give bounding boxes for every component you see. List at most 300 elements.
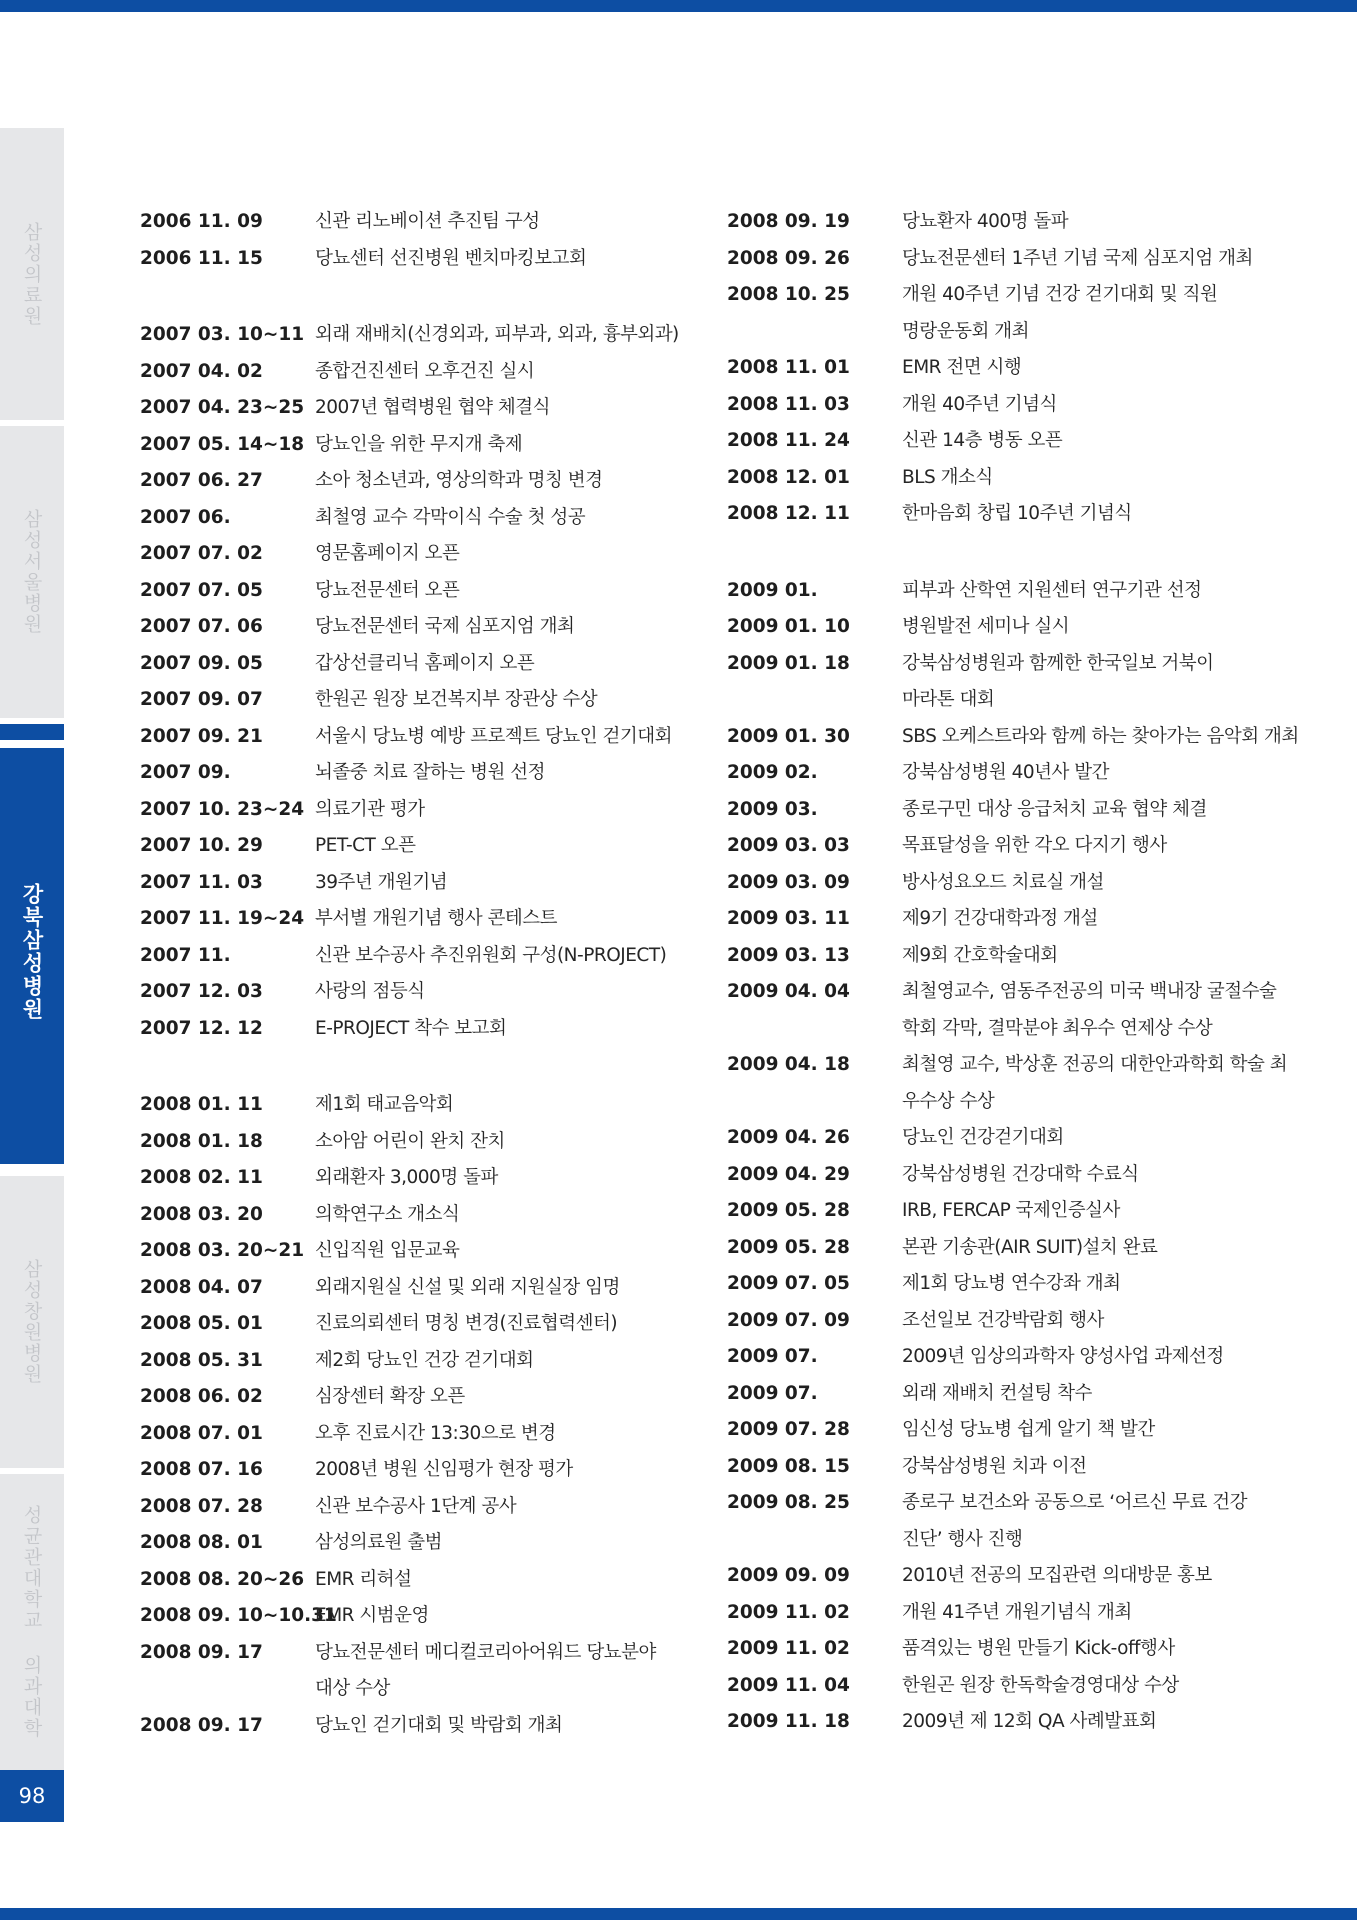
entry-date: 2008 09. 26 [727, 247, 850, 269]
timeline-entry [140, 1416, 700, 1453]
timeline-entry [140, 1489, 700, 1526]
entry-description-line: 당뇨환자 400명 돌파 [902, 211, 1069, 232]
entry-date: 2008 07. 16 [140, 1459, 263, 1480]
timeline-entry [727, 1047, 1312, 1120]
timeline-entry [727, 755, 1312, 792]
timeline-entry [140, 646, 700, 683]
entry-description-line: EMR 시범운영 [315, 1605, 429, 1626]
entry-description [315, 1635, 700, 1708]
entry-description [902, 423, 1312, 460]
timeline-entry [727, 241, 1312, 278]
entry-description [902, 1376, 1312, 1413]
timeline-entry [140, 1379, 700, 1416]
entry-description [315, 646, 700, 683]
entry-date: 2006 11. 09 [140, 211, 263, 232]
timeline-entry [727, 423, 1312, 460]
entry-description [902, 901, 1312, 938]
entry-description [315, 204, 700, 241]
active-tab-stripe [0, 1148, 64, 1164]
entry-date: 2009 03. 11 [727, 908, 850, 929]
entry-date: 2008 02. 11 [140, 1167, 263, 1188]
entry-date: 2008 11. 01 [727, 357, 850, 378]
entry-description-line: 개원 40주년 기념 건강 걷기대회 및 직원 [902, 284, 1218, 305]
entry-description [902, 1047, 1312, 1120]
entry-description-line: 뇌졸중 치료 잘하는 병원 선정 [315, 762, 545, 783]
timeline-column-right [727, 204, 1312, 1741]
side-tab-samsung-medical-center[interactable] [0, 128, 64, 420]
entry-description-line: 개원 40주년 기념식 [902, 393, 1057, 415]
entry-description [315, 865, 700, 902]
entry-date: 2007 07. 05 [140, 579, 263, 601]
top-accent-bar [0, 0, 1357, 12]
entry-description-line: 명랑운동회 개최 [902, 320, 1029, 342]
timeline-entry [727, 1631, 1312, 1668]
entry-date: 2007 07. 06 [140, 616, 263, 637]
timeline-entry [727, 1303, 1312, 1340]
entry-date: 2007 05. 14~18 [140, 433, 305, 455]
entry-date: 2007 09. 05 [140, 652, 263, 674]
entry-date: 2007 11. 19~24 [140, 908, 305, 929]
entry-description [902, 1120, 1312, 1157]
entry-date: 2007 12. 03 [140, 981, 263, 1002]
timeline-entry [140, 1087, 700, 1124]
entry-description [315, 1379, 700, 1416]
entry-date: 2007 09. [140, 762, 231, 783]
entry-date: 2008 05. 31 [140, 1349, 263, 1371]
timeline-entry [727, 204, 1312, 241]
section-gap [727, 533, 1312, 573]
entry-description [902, 496, 1312, 533]
timeline-entry [140, 755, 700, 792]
entry-description [902, 387, 1312, 424]
entry-description-line: 외래 재배치 컨설팅 착수 [902, 1382, 1092, 1404]
entry-description-line: 삼성의료원 출범 [315, 1532, 442, 1553]
timeline-entry [140, 828, 700, 865]
entry-date: 2008 03. 20~21 [140, 1240, 305, 1261]
entry-date: 2009 07. 09 [727, 1309, 850, 1331]
entry-description [315, 1562, 700, 1599]
timeline-entry [727, 865, 1312, 902]
entry-description [902, 241, 1312, 278]
timeline-entry [140, 1011, 700, 1048]
entry-date: 2009 08. 25 [727, 1492, 850, 1513]
entry-date: 2008 12. 11 [727, 503, 850, 524]
entry-date: 2009 01. 18 [727, 652, 850, 674]
entry-description [902, 1704, 1312, 1741]
timeline-entry [140, 719, 700, 756]
bottom-accent-bar [0, 1908, 1357, 1920]
entry-description-line: 종로구민 대상 응급처치 교육 협약 체결 [902, 798, 1207, 820]
entry-date: 2007 11. 03 [140, 871, 263, 893]
entry-description-line: 당뇨인 걷기대회 및 박람회 개최 [315, 1714, 563, 1736]
entry-description-line: 신관 14층 병동 오픈 [902, 430, 1063, 451]
entry-description [902, 204, 1312, 241]
entry-description [315, 1124, 700, 1161]
timeline-entry [140, 865, 700, 902]
entry-date: 2009 01. [727, 579, 818, 601]
entry-description-line: 최철영 교수 각막이식 수술 첫 성공 [315, 506, 586, 528]
entry-description [902, 1412, 1312, 1449]
entry-description [315, 1011, 700, 1048]
timeline-entry [727, 1193, 1312, 1230]
entry-date: 2009 11. 02 [727, 1638, 850, 1659]
entry-date: 2007 04. 23~25 [140, 397, 305, 418]
entry-description [315, 1197, 700, 1234]
timeline-entry [727, 387, 1312, 424]
entry-description [902, 1558, 1312, 1595]
entry-description-line: 당뇨전문센터 오픈 [315, 579, 460, 601]
timeline-entry [727, 1412, 1312, 1449]
active-tab-stripe [0, 724, 64, 740]
entry-date: 2009 01. 30 [727, 725, 850, 747]
timeline-entry [140, 354, 700, 391]
entry-description-line: 2008년 병원 신임평가 현장 평가 [315, 1459, 573, 1480]
entry-date: 2008 03. 20 [140, 1203, 263, 1225]
entry-date: 2007 10. 23~24 [140, 798, 305, 820]
entry-description [902, 1449, 1312, 1486]
timeline-entry [140, 1306, 700, 1343]
entry-description-line: 강북삼성병원 40년사 발간 [902, 762, 1110, 783]
entry-date: 2007 12. 12 [140, 1017, 263, 1039]
timeline-entry [727, 792, 1312, 829]
entry-description [902, 1266, 1312, 1303]
entry-date: 2009 03. 03 [727, 835, 850, 856]
entry-description-line: 2010년 전공의 모집관련 의대방문 홍보 [902, 1565, 1212, 1586]
entry-description [315, 1087, 700, 1124]
entry-description [315, 573, 700, 610]
entry-description-line: 사랑의 점등식 [315, 981, 425, 1002]
entry-date: 2008 10. 25 [727, 284, 850, 305]
entry-description [902, 719, 1312, 756]
entry-description [315, 1233, 700, 1270]
entry-description [902, 828, 1312, 865]
entry-description-line: 영문홈페이지 오픈 [315, 543, 460, 564]
timeline-entry [140, 609, 700, 646]
timeline-entry [140, 1525, 700, 1562]
timeline-entry [727, 828, 1312, 865]
timeline-entry [727, 1668, 1312, 1705]
entry-date: 2007 09. 07 [140, 689, 263, 710]
timeline-entry [727, 277, 1312, 350]
entry-description [315, 1343, 700, 1380]
entry-date: 2008 12. 01 [727, 466, 850, 488]
entry-description-line: 종로구 보건소와 공동으로 ‘어르신 무료 건강 [902, 1492, 1247, 1513]
entry-date: 2008 09. 10~10.31 [140, 1605, 337, 1626]
entry-date: 2009 11. 02 [727, 1601, 850, 1623]
side-tab-label: 성균관대학교 의과대학 [20, 1505, 43, 1739]
entry-description-line: 서울시 당뇨병 예방 프로젝트 당뇨인 걷기대회 [315, 725, 672, 747]
entry-description [902, 1303, 1312, 1340]
entry-date: 2009 04. 04 [727, 981, 850, 1002]
entry-description-line: 당뇨센터 선진병원 벤치마킹보고회 [315, 247, 587, 269]
timeline-entry [140, 390, 700, 427]
timeline-entry [140, 317, 700, 354]
entry-description [315, 682, 700, 719]
entry-date: 2008 08. 01 [140, 1532, 263, 1553]
entry-date: 2008 01. 18 [140, 1130, 263, 1152]
entry-description-line: 방사성요오드 치료실 개설 [902, 871, 1104, 893]
timeline-entry [727, 646, 1312, 719]
section-gap [140, 1047, 700, 1087]
entry-description-line: 2007년 협력병원 협약 체결식 [315, 397, 550, 418]
entry-description-line: 갑상선클리닉 홈페이지 오픈 [315, 652, 535, 674]
timeline-entry [140, 1562, 700, 1599]
entry-date: 2007 11. [140, 944, 231, 966]
entry-description [902, 865, 1312, 902]
entry-description-line: 당뇨전문센터 1주년 기념 국제 심포지엄 개최 [902, 247, 1253, 269]
entry-description [315, 241, 700, 278]
entry-description-line: 학회 각막, 결막분야 최우수 연제상 수상 [902, 1017, 1213, 1039]
timeline-entry [727, 1230, 1312, 1267]
entry-date: 2009 07. 28 [727, 1419, 850, 1440]
entry-date: 2007 03. 10~11 [140, 324, 305, 345]
timeline-entry [727, 1485, 1312, 1558]
entry-description [315, 1160, 700, 1197]
timeline-entry [140, 901, 700, 938]
entry-description-line: 우수상 수상 [902, 1090, 995, 1112]
entry-description-line: 외래지원실 신설 및 외래 지원실장 임명 [315, 1276, 620, 1298]
side-tab-label: 삼성창원병원 [20, 1259, 43, 1385]
entry-description [902, 1157, 1312, 1194]
entry-date: 2009 11. 04 [727, 1674, 850, 1696]
entry-date: 2007 07. 02 [140, 543, 263, 564]
timeline-entry [727, 1376, 1312, 1413]
entry-description [315, 792, 700, 829]
entry-description [902, 1485, 1312, 1558]
timeline-entry [140, 1343, 700, 1380]
entry-description-line: 신관 리노베이션 추진팀 구성 [315, 211, 540, 232]
entry-description [315, 755, 700, 792]
entry-description [315, 1489, 700, 1526]
entry-description-line: 제1회 당뇨병 연수강좌 개최 [902, 1273, 1121, 1294]
entry-description-line: 의료기관 평가 [315, 798, 425, 820]
timeline-entry [727, 938, 1312, 975]
entry-date: 2007 06. 27 [140, 470, 263, 491]
entry-description [902, 573, 1312, 610]
entry-description-line: 본관 기송관(AIR SUIT)설치 완료 [902, 1236, 1158, 1258]
entry-description-line: 신관 보수공사 추진위원회 구성(N-PROJECT) [315, 944, 667, 966]
entry-date: 2009 09. 09 [727, 1565, 850, 1586]
timeline-entry [140, 204, 700, 241]
entry-date: 2009 07. [727, 1382, 818, 1404]
entry-date: 2007 10. 29 [140, 835, 263, 856]
entry-description [315, 974, 700, 1011]
timeline-entry [140, 500, 700, 537]
entry-date: 2008 07. 01 [140, 1422, 263, 1444]
entry-description-line: 제1회 태교음악회 [315, 1094, 454, 1115]
entry-date: 2006 11. 15 [140, 247, 263, 269]
entry-description-line: SBS 오케스트라와 함께 하는 찾아가는 음악회 개최 [902, 725, 1299, 747]
entry-date: 2008 05. 01 [140, 1313, 263, 1334]
entry-description-line: 신관 보수공사 1단계 공사 [315, 1495, 517, 1517]
entry-description-line: 39주년 개원기념 [315, 871, 448, 893]
entry-description [902, 609, 1312, 646]
side-tab-kangbuk-samsung-hospital[interactable] [0, 748, 64, 1156]
entry-description-line: 제9기 건강대학과정 개설 [902, 908, 1098, 929]
entry-description-line: E-PROJECT 착수 보고회 [315, 1017, 507, 1039]
entry-description-line: 한원곤 원장 한독학술경영대상 수상 [902, 1674, 1179, 1696]
entry-date: 2009 04. 26 [727, 1127, 850, 1148]
timeline-entry [727, 719, 1312, 756]
entry-date: 2007 04. 02 [140, 360, 263, 382]
entry-date: 2009 05. 28 [727, 1236, 850, 1258]
entry-date: 2008 09. 19 [727, 211, 850, 232]
timeline-entry [140, 1160, 700, 1197]
entry-description [902, 277, 1312, 350]
entry-description-line: 강북삼성병원과 함께한 한국일보 거북이 [902, 652, 1214, 674]
entry-date: 2007 06. [140, 506, 231, 528]
entry-description [902, 755, 1312, 792]
timeline-entry [140, 241, 700, 278]
entry-date: 2009 03. [727, 798, 818, 820]
entry-description-line: EMR 전면 시행 [902, 357, 1022, 378]
entry-date: 2008 06. 02 [140, 1386, 263, 1407]
entry-description-line: 강북삼성병원 건강대학 수료식 [902, 1163, 1139, 1185]
entry-date: 2008 01. 11 [140, 1094, 263, 1115]
entry-description [902, 1595, 1312, 1632]
entry-date: 2009 04. 29 [727, 1163, 850, 1185]
entry-description [315, 1598, 700, 1635]
entry-date: 2007 09. 21 [140, 725, 263, 747]
entry-description [902, 646, 1312, 719]
timeline-entry [727, 1558, 1312, 1595]
entry-description-line: PET-CT 오픈 [315, 835, 416, 856]
entry-description [902, 938, 1312, 975]
timeline-entry [140, 1708, 700, 1745]
side-tab-skku-medical-school[interactable] [0, 1474, 64, 1770]
entry-description-line: 당뇨전문센터 국제 심포지엄 개최 [315, 616, 575, 637]
timeline-entry [140, 536, 700, 573]
entry-date: 2008 04. 07 [140, 1276, 263, 1298]
entry-description-line: 소아암 어린이 완치 잔치 [315, 1130, 505, 1152]
entry-description-line: 소아 청소년과, 영상의학과 명칭 변경 [315, 470, 603, 491]
timeline-entry [727, 901, 1312, 938]
entry-date: 2009 03. 13 [727, 944, 850, 966]
entry-description-line: 최철영 교수, 박상훈 전공의 대한안과학회 학술 최 [902, 1054, 1288, 1075]
entry-description [315, 500, 700, 537]
section-gap [140, 277, 700, 317]
timeline-entry [140, 682, 700, 719]
entry-description-line: 진단’ 행사 진행 [902, 1528, 1023, 1550]
timeline-entry [727, 1704, 1312, 1741]
entry-description [902, 974, 1312, 1047]
timeline-entry [727, 1595, 1312, 1632]
entry-description-line: BLS 개소식 [902, 466, 993, 488]
timeline-entry [727, 609, 1312, 646]
timeline-entry [140, 1452, 700, 1489]
entry-description [315, 828, 700, 865]
entry-description [902, 1193, 1312, 1230]
entry-description [315, 354, 700, 391]
entry-description-line: 2009년 제 12회 QA 사례발표회 [902, 1711, 1157, 1732]
entry-description-line: 오후 진료시간 13:30으로 변경 [315, 1422, 556, 1444]
entry-description-line: 피부과 산학연 지원센터 연구기관 선정 [902, 579, 1202, 601]
timeline-entry [140, 573, 700, 610]
entry-description-line: 한원곤 원장 보건복지부 장관상 수상 [315, 689, 598, 710]
entry-description-line: 종합건진센터 오후건진 실시 [315, 360, 535, 382]
entry-description [315, 427, 700, 464]
entry-description-line: IRB, FERCAP 국제인증실사 [902, 1200, 1120, 1221]
entry-description-line: 부서별 개원기념 행사 콘테스트 [315, 908, 557, 929]
timeline-entry [727, 573, 1312, 610]
entry-description-line: 제9회 간호학술대회 [902, 944, 1058, 966]
entry-description-line: 개원 41주년 개원기념식 개최 [902, 1601, 1132, 1623]
entry-description-line: 조선일보 건강박람회 행사 [902, 1309, 1104, 1331]
entry-date: 2009 03. 09 [727, 871, 850, 893]
timeline-entry [140, 1598, 700, 1635]
entry-description [315, 1452, 700, 1489]
timeline-entry [727, 350, 1312, 387]
entry-description-line: 임신성 당뇨병 쉽게 알기 책 발간 [902, 1419, 1155, 1440]
entry-date: 2009 04. 18 [727, 1054, 850, 1075]
timeline-entry [727, 974, 1312, 1047]
entry-description-line: 목표달성을 위한 각오 다지기 행사 [902, 835, 1167, 856]
entry-description [315, 1416, 700, 1453]
entry-description-line: 품격있는 병원 만들기 Kick-off행사 [902, 1638, 1175, 1659]
entry-description [902, 460, 1312, 497]
entry-description [315, 1708, 700, 1745]
side-tab-label: 삼성서울병원 [20, 509, 43, 635]
entry-date: 2008 07. 28 [140, 1495, 263, 1517]
entry-description-line: 당뇨전문센터 메디컬코리아어워드 당뇨분야 [315, 1641, 656, 1663]
entry-description [315, 1525, 700, 1562]
entry-description [315, 609, 700, 646]
entry-description [902, 1230, 1312, 1267]
entry-description [315, 938, 700, 975]
timeline-entry [140, 463, 700, 500]
entry-description [315, 317, 700, 354]
entry-date: 2009 01. 10 [727, 616, 850, 637]
entry-description-line: 의학연구소 개소식 [315, 1203, 460, 1225]
entry-date: 2009 07. [727, 1346, 818, 1367]
entry-description-line: 당뇨인 건강걷기대회 [902, 1127, 1064, 1148]
timeline-entry [140, 938, 700, 975]
entry-description-line: 한마음회 창립 10주년 기념식 [902, 503, 1132, 524]
entry-date: 2009 02. [727, 762, 818, 783]
entry-date: 2009 07. 05 [727, 1273, 850, 1294]
entry-date: 2008 09. 17 [140, 1641, 263, 1663]
entry-description [902, 1631, 1312, 1668]
entry-description-line: 최철영교수, 염동주전공의 미국 백내장 굴절수술 [902, 981, 1277, 1002]
timeline-entry [727, 1266, 1312, 1303]
entry-description-line: 당뇨인을 위한 무지개 축제 [315, 433, 523, 455]
side-tab-samsung-seoul-hospital[interactable] [0, 426, 64, 718]
entry-description [315, 1306, 700, 1343]
entry-date: 2009 08. 15 [727, 1455, 850, 1477]
timeline-entry [727, 1339, 1312, 1376]
timeline-entry [140, 1197, 700, 1234]
entry-date: 2008 11. 24 [727, 430, 850, 451]
entry-date: 2008 11. 03 [727, 393, 850, 415]
timeline-entry [140, 792, 700, 829]
timeline-entry [140, 427, 700, 464]
entry-description-line: 제2회 당뇨인 건강 걷기대회 [315, 1349, 534, 1371]
timeline-entry [727, 1157, 1312, 1194]
timeline-entry [727, 496, 1312, 533]
timeline-entry [727, 1449, 1312, 1486]
entry-description [315, 536, 700, 573]
entry-description-line: 강북삼성병원 치과 이전 [902, 1455, 1087, 1477]
entry-description [315, 1270, 700, 1307]
side-tab-label: 삼성의료원 [20, 221, 43, 327]
entry-description [315, 390, 700, 427]
entry-description-line: 마라톤 대회 [902, 689, 995, 710]
side-tab-samsung-changwon-hospital[interactable] [0, 1176, 64, 1468]
timeline-entry [727, 1120, 1312, 1157]
entry-date: 2008 09. 17 [140, 1714, 263, 1736]
page-number: 98 [0, 1770, 64, 1822]
entry-description [315, 463, 700, 500]
